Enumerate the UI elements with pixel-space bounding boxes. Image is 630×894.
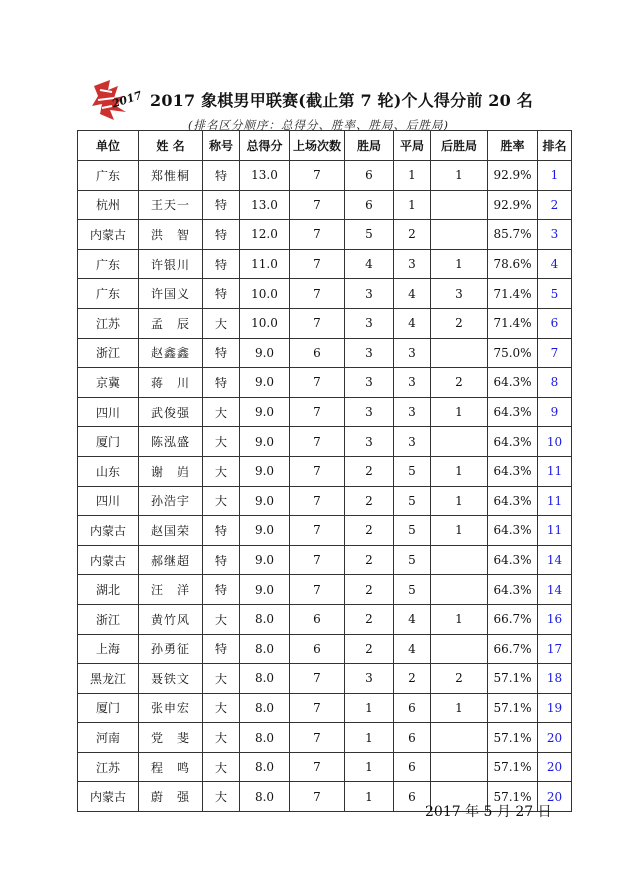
cell-wins: 3 — [345, 308, 394, 338]
cell-total-score: 9.0 — [240, 427, 290, 457]
table-row — [78, 604, 572, 634]
cell-wins: 4 — [345, 249, 394, 279]
cell-wins: 1 — [345, 752, 394, 782]
table-row — [78, 427, 572, 457]
header-second-move-wins: 后胜局 — [431, 131, 488, 161]
cell-title: 特 — [203, 545, 240, 575]
cell-win-rate: 66.7% — [488, 634, 538, 664]
cell-games-played: 7 — [290, 279, 345, 309]
cell-rank: 8 — [538, 368, 572, 398]
cell-draws: 5 — [394, 516, 431, 546]
cell-unit: 广东 — [78, 249, 139, 279]
cell-rank: 20 — [538, 723, 572, 753]
cell-rank: 11 — [538, 516, 572, 546]
cell-draws: 4 — [394, 279, 431, 309]
cell-second-move-wins: 2 — [431, 308, 488, 338]
cell-games-played: 7 — [290, 782, 345, 812]
cell-draws: 1 — [394, 161, 431, 191]
cell-total-score: 13.0 — [240, 190, 290, 220]
cell-total-score: 8.0 — [240, 782, 290, 812]
cell-wins: 3 — [345, 338, 394, 368]
cell-games-played: 7 — [290, 308, 345, 338]
cell-unit: 浙江 — [78, 604, 139, 634]
cell-rank: 3 — [538, 220, 572, 250]
cell-games-played: 7 — [290, 249, 345, 279]
header-win-rate: 胜率 — [488, 131, 538, 161]
cell-rank: 6 — [538, 308, 572, 338]
cell-win-rate: 85.7% — [488, 220, 538, 250]
cell-games-played: 7 — [290, 664, 345, 694]
cell-games-played: 7 — [290, 220, 345, 250]
cell-rank: 5 — [538, 279, 572, 309]
cell-draws: 3 — [394, 368, 431, 398]
cell-wins: 1 — [345, 782, 394, 812]
table-row — [78, 368, 572, 398]
cell-win-rate: 71.4% — [488, 279, 538, 309]
cell-draws: 4 — [394, 604, 431, 634]
header-draws: 平局 — [394, 131, 431, 161]
cell-rank: 11 — [538, 456, 572, 486]
header-total-score: 总得分 — [240, 131, 290, 161]
cell-total-score: 13.0 — [240, 161, 290, 191]
cell-unit: 黑龙江 — [78, 664, 139, 694]
cell-name: 孙浩宇 — [139, 486, 203, 516]
table-row — [78, 516, 572, 546]
cell-second-move-wins: 1 — [431, 456, 488, 486]
cell-unit: 浙江 — [78, 338, 139, 368]
cell-unit: 杭州 — [78, 190, 139, 220]
cell-unit: 四川 — [78, 397, 139, 427]
cell-win-rate: 75.0% — [488, 338, 538, 368]
cell-name: 孟 辰 — [139, 308, 203, 338]
cell-total-score: 9.0 — [240, 486, 290, 516]
cell-name: 蒋 川 — [139, 368, 203, 398]
cell-total-score: 8.0 — [240, 752, 290, 782]
cell-total-score: 9.0 — [240, 368, 290, 398]
cell-draws: 5 — [394, 456, 431, 486]
cell-title: 大 — [203, 752, 240, 782]
cell-rank: 7 — [538, 338, 572, 368]
cell-games-played: 7 — [290, 456, 345, 486]
cell-unit: 上海 — [78, 634, 139, 664]
cell-title: 大 — [203, 427, 240, 457]
cell-unit: 内蒙古 — [78, 545, 139, 575]
cell-name: 王天一 — [139, 190, 203, 220]
cell-unit: 厦门 — [78, 427, 139, 457]
cell-name: 聂铁文 — [139, 664, 203, 694]
cell-rank: 20 — [538, 782, 572, 812]
cell-second-move-wins: 1 — [431, 249, 488, 279]
table-row — [78, 723, 572, 753]
table-row — [78, 456, 572, 486]
header-name: 姓 名 — [139, 131, 203, 161]
cell-total-score: 8.0 — [240, 634, 290, 664]
cell-win-rate: 57.1% — [488, 723, 538, 753]
cell-rank: 19 — [538, 693, 572, 723]
cell-draws: 3 — [394, 249, 431, 279]
cell-draws: 3 — [394, 427, 431, 457]
cell-games-played: 6 — [290, 634, 345, 664]
cell-rank: 9 — [538, 397, 572, 427]
cell-wins: 3 — [345, 279, 394, 309]
cell-win-rate: 78.6% — [488, 249, 538, 279]
cell-total-score: 8.0 — [240, 693, 290, 723]
cell-second-move-wins: 2 — [431, 368, 488, 398]
cell-total-score: 10.0 — [240, 279, 290, 309]
cell-win-rate: 64.3% — [488, 397, 538, 427]
cell-wins: 6 — [345, 161, 394, 191]
cell-rank: 11 — [538, 486, 572, 516]
cell-second-move-wins: 1 — [431, 693, 488, 723]
cell-wins: 1 — [345, 693, 394, 723]
cell-draws: 4 — [394, 634, 431, 664]
header-wins: 胜局 — [345, 131, 394, 161]
header-rank: 排名 — [538, 131, 572, 161]
cell-unit: 河南 — [78, 723, 139, 753]
cell-draws: 5 — [394, 545, 431, 575]
header-unit: 单位 — [78, 131, 139, 161]
cell-unit: 内蒙古 — [78, 220, 139, 250]
cell-title: 特 — [203, 368, 240, 398]
cell-name: 蔚 强 — [139, 782, 203, 812]
cell-total-score: 8.0 — [240, 664, 290, 694]
cell-wins: 2 — [345, 516, 394, 546]
cell-win-rate: 64.3% — [488, 456, 538, 486]
cell-draws: 3 — [394, 397, 431, 427]
cell-rank: 18 — [538, 664, 572, 694]
cell-win-rate: 64.3% — [488, 516, 538, 546]
table-row — [78, 575, 572, 605]
cell-rank: 14 — [538, 575, 572, 605]
cell-name: 谢 岿 — [139, 456, 203, 486]
cell-second-move-wins — [431, 723, 488, 753]
cell-unit: 内蒙古 — [78, 782, 139, 812]
cell-wins: 5 — [345, 220, 394, 250]
cell-draws: 3 — [394, 338, 431, 368]
cell-second-move-wins — [431, 427, 488, 457]
table-row — [78, 397, 572, 427]
table-row — [78, 338, 572, 368]
cell-second-move-wins — [431, 545, 488, 575]
cell-second-move-wins: 1 — [431, 604, 488, 634]
cell-draws: 4 — [394, 308, 431, 338]
table-row — [78, 190, 572, 220]
cell-win-rate: 57.1% — [488, 782, 538, 812]
cell-second-move-wins: 1 — [431, 397, 488, 427]
cell-rank: 14 — [538, 545, 572, 575]
cell-title: 大 — [203, 693, 240, 723]
cell-games-played: 7 — [290, 723, 345, 753]
cell-total-score: 9.0 — [240, 545, 290, 575]
page-title: 2017 象棋男甲联赛(截止第 7 轮)个人得分前 20 名 — [150, 91, 533, 110]
cell-name: 许银川 — [139, 249, 203, 279]
table-header-row — [78, 131, 572, 161]
cell-win-rate: 66.7% — [488, 604, 538, 634]
cell-win-rate: 92.9% — [488, 190, 538, 220]
cell-wins: 2 — [345, 575, 394, 605]
cell-name: 党 斐 — [139, 723, 203, 753]
cell-rank: 17 — [538, 634, 572, 664]
cell-draws: 6 — [394, 752, 431, 782]
table-row — [78, 279, 572, 309]
cell-unit: 江苏 — [78, 752, 139, 782]
cell-win-rate: 57.1% — [488, 664, 538, 694]
cell-draws: 5 — [394, 575, 431, 605]
cell-rank: 1 — [538, 161, 572, 191]
cell-win-rate: 57.1% — [488, 752, 538, 782]
cell-draws: 6 — [394, 782, 431, 812]
cell-second-move-wins — [431, 338, 488, 368]
cell-total-score: 9.0 — [240, 516, 290, 546]
table-row — [78, 693, 572, 723]
cell-unit: 四川 — [78, 486, 139, 516]
cell-total-score: 10.0 — [240, 308, 290, 338]
cell-wins: 3 — [345, 397, 394, 427]
cell-name: 汪 洋 — [139, 575, 203, 605]
cell-title: 大 — [203, 397, 240, 427]
cell-unit: 内蒙古 — [78, 516, 139, 546]
cell-title: 大 — [203, 723, 240, 753]
cell-draws: 5 — [394, 486, 431, 516]
cell-wins: 2 — [345, 604, 394, 634]
cell-total-score: 8.0 — [240, 723, 290, 753]
cell-second-move-wins: 3 — [431, 279, 488, 309]
cell-win-rate: 64.3% — [488, 575, 538, 605]
cell-name: 赵鑫鑫 — [139, 338, 203, 368]
cell-total-score: 9.0 — [240, 397, 290, 427]
cell-title: 特 — [203, 338, 240, 368]
cell-second-move-wins: 1 — [431, 516, 488, 546]
cell-games-played: 7 — [290, 516, 345, 546]
league-logo — [88, 76, 144, 124]
cell-name: 武俊强 — [139, 397, 203, 427]
cell-second-move-wins — [431, 190, 488, 220]
cell-wins: 1 — [345, 723, 394, 753]
cell-draws: 1 — [394, 190, 431, 220]
cell-wins: 3 — [345, 664, 394, 694]
cell-wins: 2 — [345, 545, 394, 575]
header-title: 称号 — [203, 131, 240, 161]
cell-rank: 10 — [538, 427, 572, 457]
cell-unit: 厦门 — [78, 693, 139, 723]
cell-name: 郝继超 — [139, 545, 203, 575]
cell-second-move-wins: 1 — [431, 486, 488, 516]
cell-rank: 16 — [538, 604, 572, 634]
cell-title: 大 — [203, 782, 240, 812]
cell-wins: 2 — [345, 486, 394, 516]
cell-total-score: 11.0 — [240, 249, 290, 279]
table-row — [78, 249, 572, 279]
cell-total-score: 9.0 — [240, 575, 290, 605]
cell-second-move-wins: 2 — [431, 664, 488, 694]
cell-second-move-wins — [431, 752, 488, 782]
cell-win-rate: 64.3% — [488, 486, 538, 516]
cell-unit: 湖北 — [78, 575, 139, 605]
cell-name: 赵国荣 — [139, 516, 203, 546]
cell-unit: 广东 — [78, 161, 139, 191]
cell-rank: 2 — [538, 190, 572, 220]
cell-title: 特 — [203, 634, 240, 664]
table-row — [78, 308, 572, 338]
table-row — [78, 664, 572, 694]
header-games-played: 上场次数 — [290, 131, 345, 161]
cell-draws: 2 — [394, 220, 431, 250]
cell-win-rate: 64.3% — [488, 368, 538, 398]
cell-wins: 2 — [345, 456, 394, 486]
table-row — [78, 545, 572, 575]
cell-name: 程 鸣 — [139, 752, 203, 782]
cell-rank: 4 — [538, 249, 572, 279]
table-body — [78, 161, 572, 812]
cell-games-played: 7 — [290, 575, 345, 605]
cell-games-played: 7 — [290, 190, 345, 220]
cell-second-move-wins — [431, 220, 488, 250]
cell-games-played: 7 — [290, 161, 345, 191]
cell-title: 大 — [203, 486, 240, 516]
cell-total-score: 9.0 — [240, 338, 290, 368]
cell-unit: 广东 — [78, 279, 139, 309]
table-row — [78, 752, 572, 782]
cell-total-score: 12.0 — [240, 220, 290, 250]
logo-year-text: 2017 — [110, 88, 144, 111]
cell-name: 洪 智 — [139, 220, 203, 250]
cell-games-played: 7 — [290, 693, 345, 723]
cell-games-played: 7 — [290, 368, 345, 398]
cell-name: 陈泓盛 — [139, 427, 203, 457]
cell-name: 黄竹风 — [139, 604, 203, 634]
cell-title: 特 — [203, 249, 240, 279]
cell-draws: 6 — [394, 693, 431, 723]
cell-games-played: 7 — [290, 545, 345, 575]
cell-title: 大 — [203, 664, 240, 694]
cell-name: 孙勇征 — [139, 634, 203, 664]
cell-games-played: 6 — [290, 338, 345, 368]
cell-win-rate: 71.4% — [488, 308, 538, 338]
cell-draws: 2 — [394, 664, 431, 694]
cell-games-played: 7 — [290, 486, 345, 516]
cell-second-move-wins — [431, 575, 488, 605]
cell-name: 郑惟桐 — [139, 161, 203, 191]
cell-rank: 20 — [538, 752, 572, 782]
cell-second-move-wins — [431, 634, 488, 664]
cell-title: 大 — [203, 604, 240, 634]
cell-second-move-wins: 1 — [431, 161, 488, 191]
cell-games-played: 7 — [290, 752, 345, 782]
table-row — [78, 161, 572, 191]
cell-wins: 6 — [345, 190, 394, 220]
cell-wins: 2 — [345, 634, 394, 664]
cell-title: 特 — [203, 220, 240, 250]
cell-unit: 山东 — [78, 456, 139, 486]
cell-title: 特 — [203, 279, 240, 309]
cell-games-played: 7 — [290, 427, 345, 457]
cell-title: 大 — [203, 308, 240, 338]
cell-win-rate: 64.3% — [488, 427, 538, 457]
table-row — [78, 220, 572, 250]
cell-win-rate: 57.1% — [488, 693, 538, 723]
cell-total-score: 8.0 — [240, 604, 290, 634]
cell-wins: 3 — [345, 427, 394, 457]
cell-win-rate: 92.9% — [488, 161, 538, 191]
report-date: 2017 年 5 月 27 日 — [425, 804, 552, 820]
cell-unit: 江苏 — [78, 308, 139, 338]
cell-games-played: 7 — [290, 397, 345, 427]
cell-total-score: 9.0 — [240, 456, 290, 486]
cell-unit: 京冀 — [78, 368, 139, 398]
cell-title: 特 — [203, 575, 240, 605]
cell-title: 特 — [203, 190, 240, 220]
ranking-criteria: (排名区分顺序：总得分、胜率、胜局、后胜局) — [188, 118, 449, 132]
cell-title: 大 — [203, 456, 240, 486]
table-row — [78, 486, 572, 516]
cell-name: 许国义 — [139, 279, 203, 309]
cell-title: 特 — [203, 161, 240, 191]
cell-win-rate: 64.3% — [488, 545, 538, 575]
cell-draws: 6 — [394, 723, 431, 753]
cell-title: 特 — [203, 516, 240, 546]
ranking-table — [77, 130, 572, 812]
cell-name: 张申宏 — [139, 693, 203, 723]
cell-games-played: 6 — [290, 604, 345, 634]
table-row — [78, 634, 572, 664]
cell-wins: 3 — [345, 368, 394, 398]
